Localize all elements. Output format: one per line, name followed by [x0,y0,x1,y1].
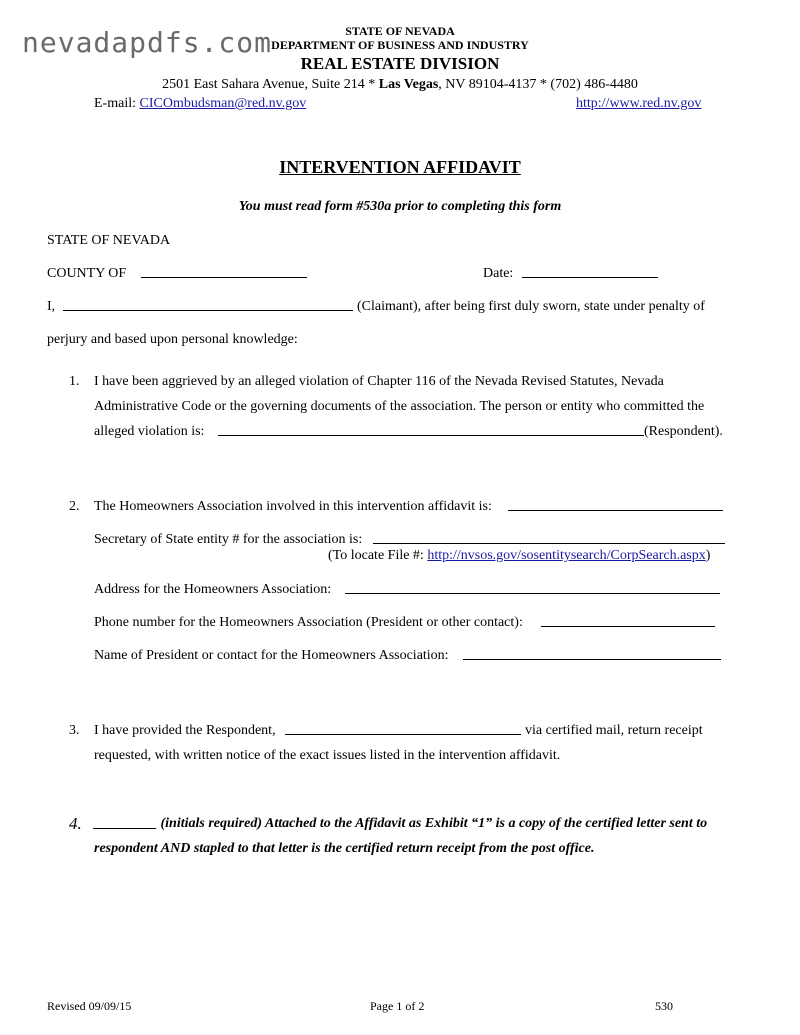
claimant-prefix: I, [47,299,56,314]
watermark-text: nevadapdfs.com [22,26,273,59]
phone-label: Phone number for the Homeowners Association (President or other contact): [94,615,523,630]
president-label: Name of President or contact for the Homeowners Association: [94,648,449,663]
header-state: STATE OF NEVADA [345,24,455,38]
item-4-line-2: respondent AND stapled to that letter is the certified return receipt from the post office. [94,841,595,856]
address-zip-phone: , NV 89104-4137 * (702) 486-4480 [438,77,638,92]
locate-prefix: (To locate File #: [328,548,428,563]
entity-label: Secretary of State entity # for the association is: [94,532,363,547]
locate-file-line [328,548,710,564]
header-email [94,96,306,112]
footer-page-number: Page 1 of 2 [370,999,425,1013]
initials-blank[interactable]: _________ [94,816,157,831]
footer-form-number: 530 [655,999,673,1013]
header-division: REAL ESTATE DIVISION [300,54,500,73]
form-subtitle: You must read form #530a prior to completing this form [238,199,562,214]
corp-search-link[interactable]: http://nvsos.gov/sosentitysearch/CorpSearch.aspx [427,548,706,563]
website-link[interactable]: http://www.red.nv.gov [576,96,702,111]
form-title: INTERVENTION AFFIDAVIT [279,157,521,177]
item-1-line-2: Administrative Code or the governing documents of the association. The person or entity who committed the [94,399,705,414]
date-label: Date: [483,266,514,281]
hoa-label: The Homeowners Association involved in this intervention affidavit is: [94,499,492,514]
claimant-field[interactable] [63,299,353,311]
address-label: Address for the Homeowners Association: [94,582,332,597]
item-1-number: 1. [69,374,80,389]
item-3-line-2: requested, with written notice of the exact issues listed in the intervention affidavit. [94,748,561,763]
claimant-suffix: (Claimant), after being first duly sworn, state under penalty of [357,299,705,314]
item-1-line-1: I have been aggrieved by an alleged violation of Chapter 116 of the Nevada Revised Statutes, Nevada [94,374,664,389]
respondent-field[interactable] [218,424,644,436]
footer-revised: Revised 09/09/15 [47,999,132,1013]
date-field[interactable] [522,266,658,278]
email-link[interactable]: CICOmbudsman@red.nv.gov [139,96,307,111]
item-1-respondent-label: alleged violation is: [94,424,205,439]
item-3-number: 3. [69,723,80,738]
state-line: STATE OF NEVADA [47,233,171,248]
perjury-line: perjury and based upon personal knowledge: [47,332,298,347]
respondent-name-field[interactable] [285,723,521,735]
item-3-line-1-suffix: via certified mail, return receipt [525,723,703,738]
president-field[interactable] [463,648,721,660]
item-4-number: 4. [69,814,82,833]
address-field[interactable] [345,582,720,594]
item-2-number: 2. [69,499,80,514]
item-4-line-1 [94,816,707,832]
header-address [0,77,800,93]
hoa-field[interactable] [508,499,723,511]
item-1-respondent-suffix: (Respondent). [644,424,723,439]
email-label: E-mail: [94,96,140,111]
county-label: COUNTY OF [47,266,127,281]
header-department: DEPARTMENT OF BUSINESS AND INDUSTRY [271,38,529,52]
item-4-line-1-text: (initials required) Attached to the Affidavit as Exhibit “1” is a copy of the certified letter sent to [157,816,708,831]
address-street: 2501 East Sahara Avenue, Suite 214 * [162,77,379,92]
phone-field[interactable] [541,615,715,627]
entity-field[interactable] [373,532,725,544]
address-city: Las Vegas [378,77,439,92]
county-field[interactable] [141,266,307,278]
item-3-line-1-prefix: I have provided the Respondent, [94,723,276,738]
locate-suffix: ) [705,548,711,563]
